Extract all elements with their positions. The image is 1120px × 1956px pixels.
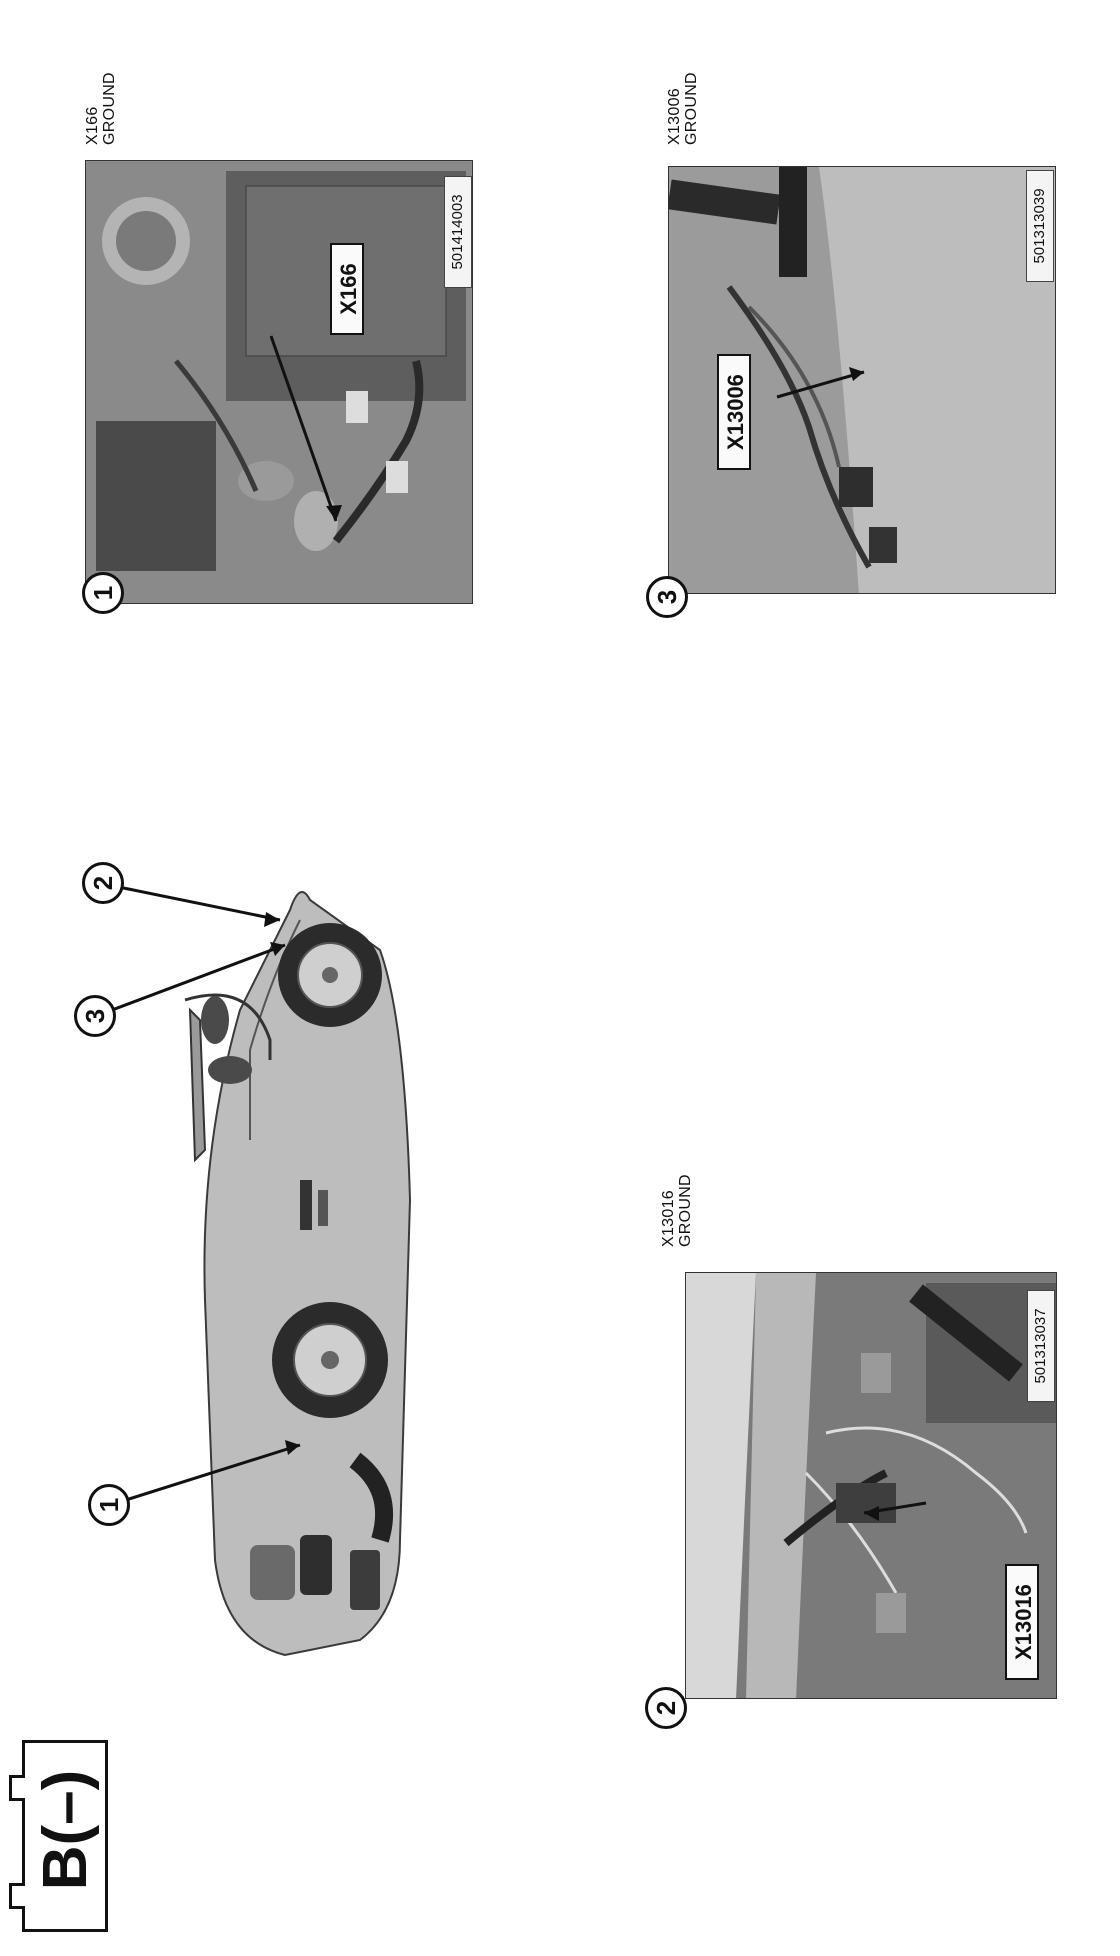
overview-callout-2: 2 <box>82 862 124 904</box>
section-tab-label: B(–) <box>31 1769 100 1891</box>
photo-1-image <box>86 161 473 604</box>
photo-2-connector-label: X13016 <box>1005 1564 1039 1680</box>
car-illustration <box>185 892 410 1655</box>
overview-callout-3: 3 <box>74 995 116 1037</box>
overview-callout-1: 1 <box>88 1484 130 1526</box>
front-wheel <box>272 1302 388 1418</box>
rear-wheel <box>278 923 382 1027</box>
photo-3-id: 501313039 <box>1026 170 1054 282</box>
photo-3-number: 3 <box>646 576 688 618</box>
photo-3-caption: X13006 GROUND <box>666 72 700 145</box>
photo-1-caption: X166 GROUND <box>84 72 118 145</box>
photo-1 <box>85 160 473 604</box>
photo-2-id: 501313037 <box>1027 1290 1055 1402</box>
photo-3-connector-label: X13006 <box>717 354 751 470</box>
photo-2-caption: X13016 GROUND <box>660 1174 694 1247</box>
photo-2 <box>685 1272 1057 1699</box>
photo-2-number: 2 <box>645 1687 687 1729</box>
photo-1-id: 501414003 <box>444 176 472 288</box>
photo-2-image <box>686 1273 1057 1699</box>
photo-1-number: 1 <box>82 572 124 614</box>
photo-1-connector-label: X166 <box>330 243 364 335</box>
